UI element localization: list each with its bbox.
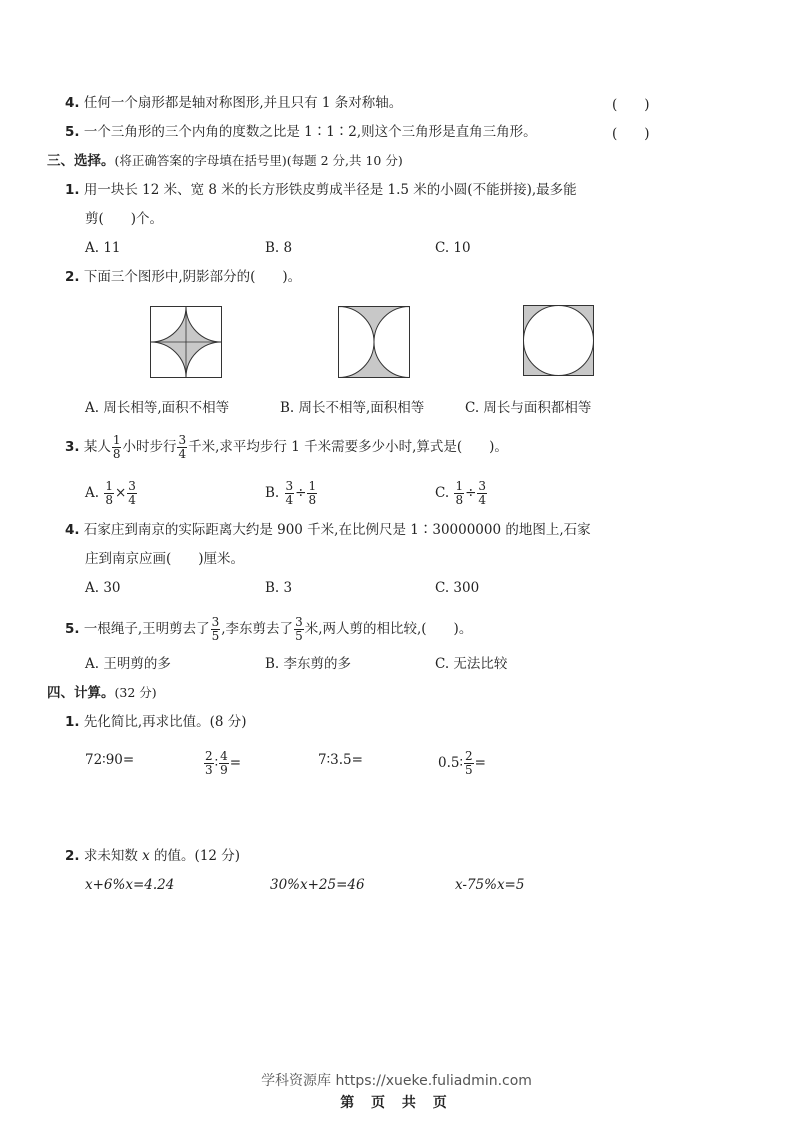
fraction (294, 616, 304, 643)
item-text: 的值。(12 分) (154, 848, 241, 864)
choice-q5-option-b[interactable]: B. 李东剪的多 (265, 656, 352, 672)
equals-sign: = (474, 755, 486, 771)
numerator: 1 (455, 479, 464, 493)
ratio-sign: ∶ (214, 755, 219, 771)
answer-paren[interactable]: ( ) (612, 97, 650, 113)
item-text: 下面三个图形中,阴影部分的( )。 (83, 269, 302, 285)
item-text: 一根绳子,王明剪去了 (83, 621, 210, 637)
choice-q5-option-a[interactable]: A. 王明剪的多 (85, 656, 171, 672)
item-text: 某人 (83, 439, 111, 455)
equation-3: x-75%x=5 (455, 877, 525, 893)
denominator: 5 (464, 763, 473, 777)
fraction (204, 750, 214, 777)
option-label: C. (435, 485, 450, 501)
choice-q1-line1 (65, 180, 577, 200)
denominator: 8 (308, 493, 317, 507)
fraction (454, 480, 464, 507)
choice-q2-option-a[interactable]: A. 周长相等,面积不相等 (85, 400, 230, 416)
item-number: 2. (65, 848, 80, 864)
item-number: 4. (65, 95, 80, 111)
choice-q4-option-b[interactable]: B. 3 (265, 580, 293, 596)
section-heading-calc (47, 683, 157, 703)
choice-q3-option-c[interactable] (435, 480, 488, 507)
section-title: 三、选择。 (47, 153, 115, 169)
circle (524, 306, 594, 376)
choice-q2-option-c[interactable]: C. 周长与面积都相等 (465, 400, 592, 416)
item-text: 任何一个扇形都是轴对称图形,并且只有 1 条对称轴。 (83, 95, 403, 111)
choice-q4-option-c[interactable]: C. 300 (435, 580, 480, 596)
item-number: 5. (65, 124, 80, 140)
section-title: 四、计算。 (47, 685, 115, 701)
fraction (127, 480, 137, 507)
choice-q1-option-c[interactable]: C. 10 (435, 240, 471, 256)
denominator: 3 (205, 763, 213, 777)
numerator: 1 (105, 479, 113, 493)
numerator: 3 (285, 479, 294, 493)
denominator: 5 (211, 629, 220, 643)
item-number: 3. (65, 439, 80, 455)
denominator: 4 (178, 447, 187, 461)
fraction (219, 750, 229, 777)
choice-q3 (65, 434, 508, 461)
numerator: 3 (178, 433, 187, 447)
footer-source: 学科资源库 https://xueke.fuliadmin.com (261, 1073, 532, 1089)
choice-q3-option-b[interactable] (265, 480, 318, 507)
equals-sign: = (229, 755, 242, 771)
choice-q3-option-a[interactable] (85, 480, 138, 507)
denominator: 8 (105, 493, 113, 507)
section-note: (32 分) (114, 685, 157, 700)
equation-1: x+6%x=4.24 (85, 877, 175, 893)
item-text: ,李东剪去了 (221, 621, 294, 637)
figure-two-half-circles (338, 306, 410, 378)
fraction (285, 480, 295, 507)
ratio-expression-3: 7∶3.5= (318, 752, 363, 768)
item-text: 小时步行 (122, 439, 177, 455)
judgement-item-5 (65, 122, 537, 142)
option-label: B. (265, 485, 280, 501)
choice-q1-option-b[interactable]: B. 8 (265, 240, 293, 256)
answer-paren[interactable]: ( ) (612, 126, 650, 142)
numerator: 3 (295, 615, 303, 629)
fraction (104, 480, 114, 507)
choice-q1-line2: 剪( )个。 (85, 211, 164, 227)
item-number: 1. (65, 714, 80, 730)
judgement-item-4 (65, 93, 402, 113)
calc-q1 (65, 712, 247, 732)
choice-q4-option-a[interactable]: A. 30 (85, 580, 121, 596)
numerator: 3 (211, 615, 220, 629)
denominator: 9 (220, 763, 228, 777)
choice-q1-option-a[interactable]: A. 11 (85, 240, 121, 256)
denominator: 8 (455, 493, 464, 507)
figure-four-quarter-arcs (150, 306, 222, 378)
choice-q5 (65, 616, 472, 643)
ratio-left: 0.5∶ (438, 755, 463, 771)
item-number: 4. (65, 522, 80, 538)
equation-2: 30%x+25=46 (270, 877, 365, 893)
fraction (477, 480, 487, 507)
choice-q4-line2: 庄到南京应画( )厘米。 (85, 551, 245, 567)
item-text: 用一块长 12 米、宽 8 米的长方形铁皮剪成半径是 1.5 米的小圆(不能拼接),最多能 (83, 182, 577, 198)
numerator: 2 (205, 749, 213, 763)
item-number: 1. (65, 182, 80, 198)
choice-q2 (65, 267, 301, 287)
ratio-expression-2 (203, 750, 241, 777)
numerator: 2 (464, 749, 473, 763)
footer-page: 第 页 共 页 (340, 1095, 453, 1111)
fraction (307, 480, 317, 507)
numerator: 4 (220, 749, 228, 763)
ratio-expression-1: 72∶90= (85, 752, 135, 768)
item-text: 求未知数 (83, 848, 138, 864)
fraction (177, 434, 187, 461)
section-heading-choice (47, 151, 403, 171)
choice-q5-option-c[interactable]: C. 无法比较 (435, 656, 508, 672)
operator: ÷ (465, 485, 477, 501)
choice-q4-line1 (65, 520, 591, 540)
calc-q2 (65, 846, 240, 866)
numerator: 1 (112, 433, 121, 447)
ratio-expression-4 (438, 750, 486, 777)
item-text: 米,两人剪的相比较,( )。 (304, 621, 473, 637)
item-text: 先化简比,再求比值。(8 分) (83, 714, 247, 730)
option-label: A. (85, 485, 100, 501)
operator: × (114, 485, 127, 501)
item-number: 5. (65, 621, 80, 637)
denominator: 4 (128, 493, 136, 507)
denominator: 8 (112, 447, 121, 461)
denominator: 4 (285, 493, 294, 507)
numerator: 3 (478, 479, 487, 493)
fraction (211, 616, 221, 643)
figure-inscribed-circle (523, 305, 594, 376)
denominator: 5 (295, 629, 303, 643)
fraction (464, 750, 474, 777)
choice-q2-option-b[interactable]: B. 周长不相等,面积相等 (280, 400, 425, 416)
section-note: (将正确答案的字母填在括号里)(每题 2 分,共 10 分) (114, 153, 403, 168)
item-number: 2. (65, 269, 80, 285)
fraction (112, 434, 122, 461)
item-text: 千米,求平均步行 1 千米需要多少小时,算式是( )。 (188, 439, 508, 455)
numerator: 1 (308, 479, 317, 493)
denominator: 4 (478, 493, 487, 507)
item-text: 石家庄到南京的实际距离大约是 900 千米,在比例尺是 1∶30000000 的地图上,石家 (83, 522, 591, 538)
item-text: 一个三角形的三个内角的度数之比是 1∶1∶2,则这个三角形是直角三角形。 (83, 124, 537, 140)
variable: x (142, 848, 150, 864)
operator: ÷ (295, 485, 307, 501)
numerator: 3 (128, 479, 136, 493)
